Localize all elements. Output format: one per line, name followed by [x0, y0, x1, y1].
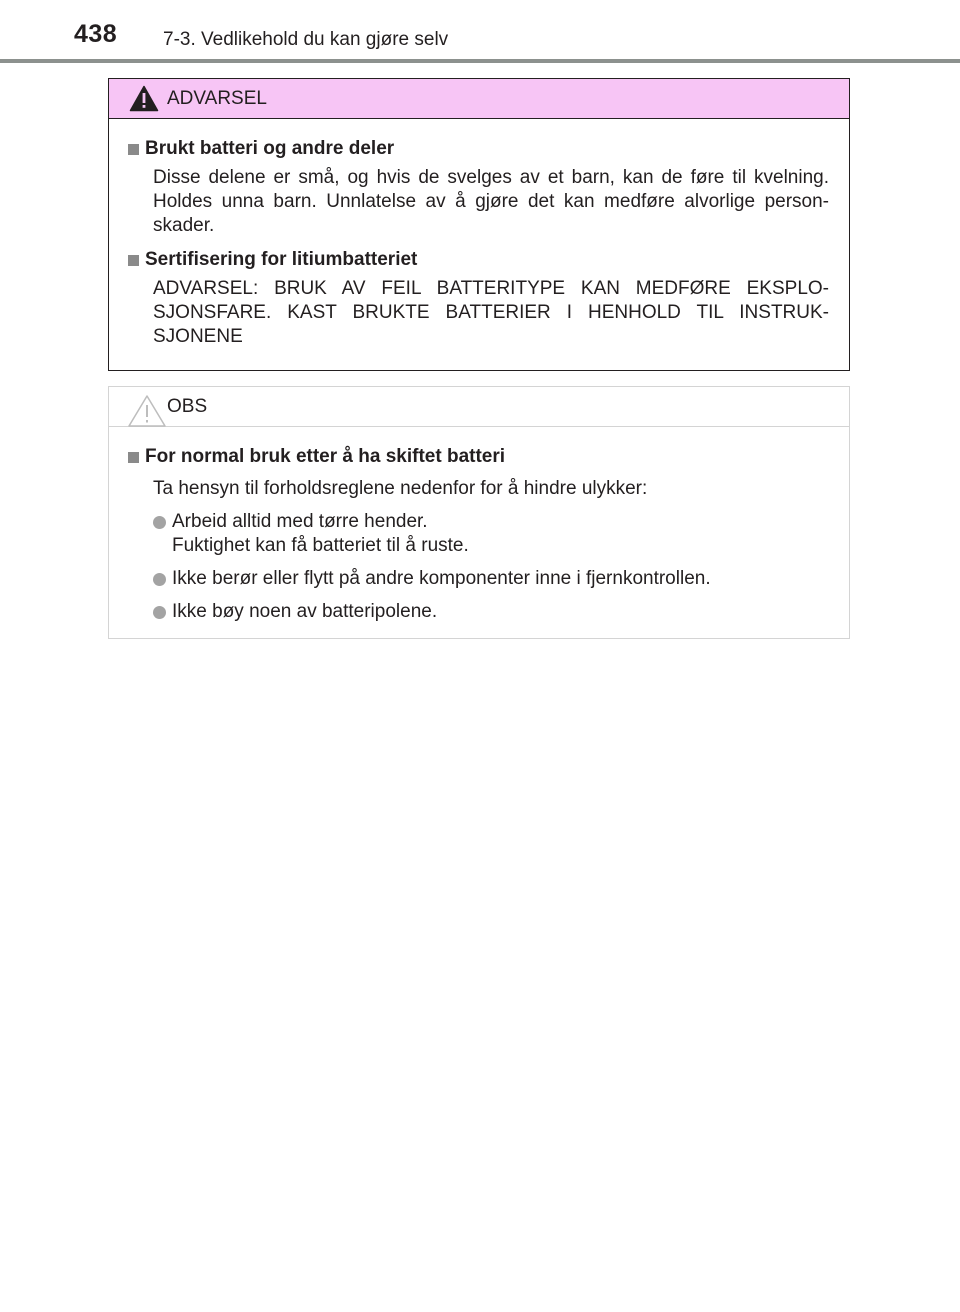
- bullet-text: Fuktighet kan få batteriet til å ruste.: [172, 535, 469, 556]
- warning-item-title: [128, 137, 829, 161]
- circle-bullet-icon: [153, 606, 166, 619]
- notice-box: [108, 386, 850, 639]
- warning-label: ADVARSEL: [167, 88, 267, 109]
- warning-box-header: [109, 79, 849, 119]
- warning-item-title: [128, 248, 829, 272]
- notice-label: OBS: [167, 396, 208, 417]
- notice-item-intro: Ta hensyn til forholdsreglene nedenfor for å hindre ulykker:: [153, 478, 648, 499]
- warning-item-text: Disse delene er små, og hvis de svelges av et barn, kan de føre til kvelning. Holdes unna barn. Unnlatelse av å gjøre det kan medføre alvorlige person-skader.: [153, 167, 829, 236]
- warning-item-title-text: Brukt batteri og andre deler: [145, 138, 395, 159]
- list-item: [153, 600, 829, 624]
- list-item: [153, 510, 829, 558]
- warning-box: [108, 78, 850, 371]
- warning-body: [109, 119, 849, 349]
- caution-triangle-outline-icon: [127, 394, 167, 428]
- square-bullet-icon: [128, 255, 139, 266]
- list-item: [153, 567, 829, 591]
- notice-item-title-text: For normal bruk etter å ha skiftet batteri: [145, 446, 506, 467]
- circle-bullet-icon: [153, 573, 166, 586]
- warning-item-title-text: Sertifisering for litiumbatteriet: [145, 249, 418, 270]
- header-rule: [0, 59, 960, 63]
- bullet-text: Arbeid alltid med tørre hender.: [172, 511, 428, 532]
- bullet-text: Ikke bøy noen av batteripolene.: [172, 601, 438, 622]
- bullet-text: Ikke berør eller flytt på andre komponenter inne i fjernkontrollen.: [172, 568, 711, 589]
- square-bullet-icon: [128, 144, 139, 155]
- notice-body: [109, 427, 849, 624]
- warning-item-text: ADVARSEL: BRUK AV FEIL BATTERITYPE KAN MEDFØRE EKSPLO-SJONSFARE. KAST BRUKTE BATTERIER I HENHOLD TIL INSTRUK-SJONENE: [153, 278, 829, 347]
- square-bullet-icon: [128, 452, 139, 463]
- notice-box-header: [109, 387, 849, 427]
- warning-triangle-icon: [129, 85, 159, 112]
- section-title: 7-3. Vedlikehold du kan gjøre selv: [163, 29, 449, 50]
- page-header: [0, 0, 960, 62]
- circle-bullet-icon: [153, 516, 166, 529]
- notice-item-title: [128, 445, 829, 469]
- page-number: 438: [74, 20, 118, 48]
